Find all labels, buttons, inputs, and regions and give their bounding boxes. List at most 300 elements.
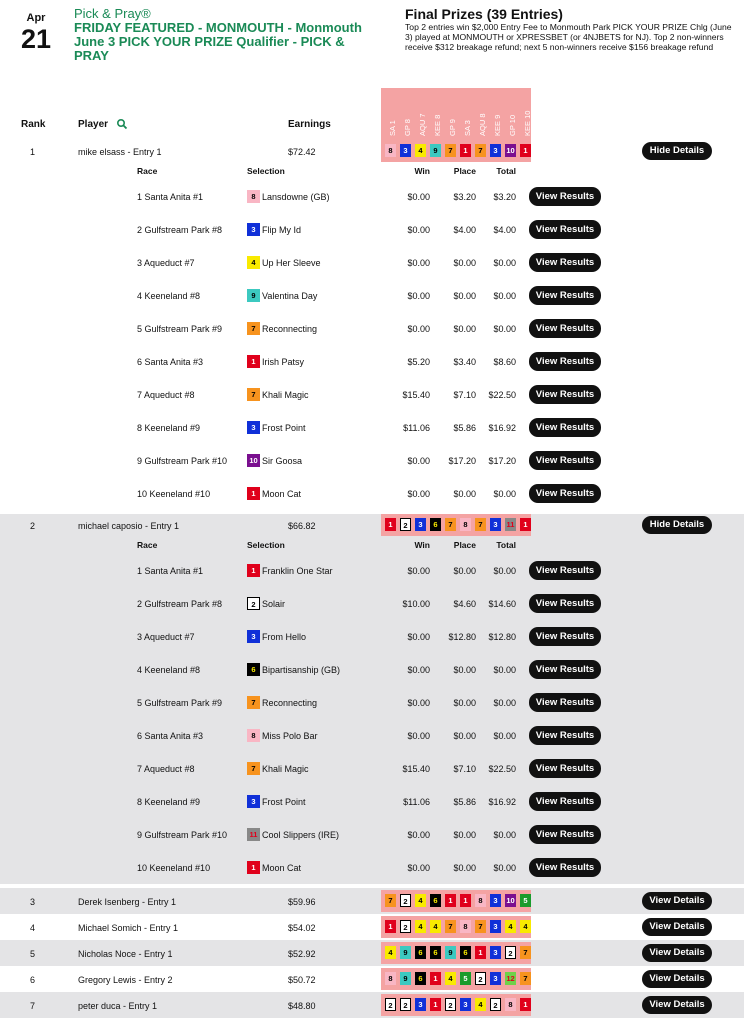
picks-strip	[381, 916, 531, 938]
horse-name: Sir Goosa	[262, 456, 303, 466]
prizes-title: Final Prizes (39 Entries)	[405, 6, 563, 22]
race-name: 7 Aqueduct #8	[137, 390, 195, 400]
pick-chip: 7	[385, 894, 396, 907]
horse-name: Moon Cat	[262, 863, 302, 873]
view-results-button[interactable]: View Results	[529, 319, 601, 338]
total-payout: $0.00	[493, 489, 516, 499]
race-column-label-text: KEE 10	[523, 110, 532, 136]
post-position-chip: 7	[247, 762, 260, 775]
pick-chip: 8	[475, 894, 486, 907]
horse-name: Franklin One Star	[262, 566, 333, 576]
total-payout: $16.92	[488, 797, 516, 807]
pick-chip: 2	[400, 920, 411, 933]
entry-rank: 2	[30, 521, 36, 531]
entry-rank: 4	[30, 923, 36, 933]
entry-rank: 1	[30, 147, 36, 157]
entry-row[interactable]	[0, 888, 744, 914]
win-payout: $0.00	[407, 566, 430, 576]
total-payout: $0.00	[493, 566, 516, 576]
pick-chip: 5	[520, 894, 531, 907]
race-name: 7 Aqueduct #8	[137, 764, 195, 774]
post-position-chip: 4	[247, 256, 260, 269]
horse-name: Frost Point	[262, 423, 306, 433]
total-payout: $0.00	[493, 830, 516, 840]
total-payout: $17.20	[488, 456, 516, 466]
pick-chip: 3	[415, 518, 426, 531]
entry-rank: 3	[30, 897, 36, 907]
pick-chip: 3	[490, 972, 501, 985]
win-payout: $0.00	[407, 192, 430, 202]
race-detail-row	[0, 279, 744, 312]
entry-earnings: $50.72	[288, 975, 316, 985]
horse-name: Miss Polo Bar	[262, 731, 318, 741]
race-column-label-text: SA 3	[463, 120, 472, 136]
view-results-button[interactable]: View Results	[529, 187, 601, 206]
race-detail-row	[0, 719, 744, 752]
pick-chip: 3	[490, 894, 501, 907]
pick-chip: 2	[400, 894, 411, 907]
place-payout: $0.00	[453, 291, 476, 301]
pick-chip: 3	[415, 998, 426, 1011]
win-payout: $5.20	[407, 357, 430, 367]
race-column-label	[518, 92, 533, 136]
total-payout: $14.60	[488, 599, 516, 609]
place-payout: $0.00	[453, 566, 476, 576]
total-payout: $3.20	[493, 192, 516, 202]
race-column-label-text: GP 9	[448, 119, 457, 136]
pick-chip: 5	[460, 972, 471, 985]
place-payout: $5.86	[453, 423, 476, 433]
post-position-chip: 9	[247, 289, 260, 302]
horse-name: Lansdowne (GB)	[262, 192, 330, 202]
race-name: 2 Gulfstream Park #8	[137, 225, 223, 235]
pick-chip: 10	[506, 146, 515, 155]
pick-chip: 8	[460, 518, 471, 531]
race-column-label-text: KEE 8	[433, 114, 442, 136]
total-payout: $0.00	[493, 698, 516, 708]
place-payout: $7.10	[453, 764, 476, 774]
pick-chip: 9	[400, 946, 411, 959]
view-results-button[interactable]: View Results	[529, 418, 601, 437]
pick-chip: 3	[490, 144, 501, 157]
entry-row[interactable]	[0, 514, 744, 536]
view-results-button[interactable]: View Results	[529, 858, 601, 877]
place-payout: $0.00	[453, 830, 476, 840]
total-payout: $0.00	[493, 665, 516, 675]
post-position-chip: 10	[247, 454, 260, 467]
post-position-chip: 1	[247, 861, 260, 874]
race-detail-row	[0, 851, 744, 884]
pick-chip: 7	[445, 920, 456, 933]
place-payout: $4.60	[453, 599, 476, 609]
race-name: 6 Santa Anita #3	[137, 357, 204, 367]
view-results-button[interactable]: View Results	[529, 726, 601, 745]
hide-details-button[interactable]: Hide Details	[642, 142, 712, 160]
pick-chip: 2	[505, 946, 516, 959]
race-detail-row	[0, 345, 744, 378]
picks-strip	[381, 942, 531, 964]
pick-chip: 1	[460, 144, 471, 157]
view-results-button[interactable]: View Results	[529, 484, 601, 503]
view-results-button[interactable]: View Results	[529, 352, 601, 371]
race-name: 9 Gulfstream Park #10	[137, 456, 228, 466]
place-payout: $0.00	[453, 665, 476, 675]
pick-chip: 2	[400, 998, 411, 1011]
race-column-label	[503, 92, 518, 136]
horse-name: Bipartisanship (GB)	[262, 665, 341, 675]
entry-earnings: $72.42	[288, 147, 316, 157]
view-results-button[interactable]: View Results	[529, 627, 601, 646]
place-payout: $0.00	[453, 731, 476, 741]
horse-name: Flip My Id	[262, 225, 302, 235]
pick-chip: 8	[385, 144, 396, 157]
race-detail-row	[0, 554, 744, 587]
entry-player-name: mike elsass - Entry 1	[78, 147, 162, 157]
entry-player-name: Nicholas Noce - Entry 1	[78, 949, 173, 959]
win-payout: $0.00	[407, 731, 430, 741]
race-detail-row	[0, 411, 744, 444]
details-header-win: Win	[414, 166, 430, 176]
race-name: 4 Keeneland #8	[137, 291, 201, 301]
race-name: 9 Gulfstream Park #10	[137, 830, 228, 840]
pick-chip: 2	[490, 998, 501, 1011]
details-header	[0, 536, 744, 554]
entry-row[interactable]	[0, 914, 744, 940]
entry-player-name: peter duca - Entry 1	[78, 1001, 158, 1011]
pick-chip: 4	[430, 920, 441, 933]
details-header-place: Place	[453, 166, 476, 176]
post-position-chip: 3	[247, 630, 260, 643]
player-header: Player	[78, 119, 109, 130]
win-payout: $10.00	[402, 599, 430, 609]
pick-chip: 1	[430, 998, 441, 1011]
total-payout: $8.60	[493, 357, 516, 367]
race-column-label-text: KEE 9	[493, 114, 502, 136]
pick-chip: 9	[445, 946, 456, 959]
pick-chip: 2	[400, 518, 411, 531]
total-payout: $4.00	[493, 225, 516, 235]
view-results-button[interactable]: View Results	[529, 286, 601, 305]
picks-strip	[381, 140, 531, 162]
pick-chip: 7	[475, 518, 486, 531]
post-position-chip: 1	[247, 564, 260, 577]
place-payout: $17.20	[448, 456, 476, 466]
date-day: 21	[20, 24, 52, 54]
pick-chip: 4	[415, 144, 426, 157]
post-position-chip: 1	[247, 487, 260, 500]
pick-chip: 2	[475, 972, 486, 985]
details-header	[0, 162, 744, 180]
horse-name: Solair	[262, 599, 286, 609]
view-results-button[interactable]: View Results	[529, 594, 601, 613]
place-payout: $3.40	[453, 357, 476, 367]
total-payout: $0.00	[493, 258, 516, 268]
total-payout: $0.00	[493, 291, 516, 301]
race-detail-row	[0, 312, 744, 345]
details-header-selection: Selection	[247, 166, 285, 176]
pick-chip: 4	[445, 972, 456, 985]
pick-chip: 1	[385, 920, 396, 933]
entry-rank: 6	[30, 975, 36, 985]
view-results-button[interactable]: View Results	[529, 660, 601, 679]
place-payout: $7.10	[453, 390, 476, 400]
view-details-button[interactable]: View Details	[642, 944, 712, 962]
post-position-chip: 8	[247, 729, 260, 742]
view-results-button[interactable]: View Results	[529, 693, 601, 712]
post-position-chip: 7	[247, 388, 260, 401]
race-name: 10 Keeneland #10	[137, 863, 211, 873]
pick-chip: 6	[430, 946, 441, 959]
rank-header: Rank	[21, 119, 46, 130]
picks-strip	[381, 514, 531, 536]
horse-name: Khali Magic	[262, 390, 309, 400]
details-header-win: Win	[414, 540, 430, 550]
view-results-button[interactable]: View Results	[529, 253, 601, 272]
pick-chip: 4	[520, 920, 531, 933]
race-column-label	[413, 92, 428, 136]
pick-chip: 3	[490, 920, 501, 933]
pick-chip: 2	[385, 998, 396, 1011]
pick-chip: 7	[475, 920, 486, 933]
race-name: 5 Gulfstream Park #9	[137, 324, 223, 334]
contest-header	[0, 0, 744, 80]
pick-chip: 4	[415, 920, 426, 933]
pick-chip: 7	[520, 972, 531, 985]
horse-name: Frost Point	[262, 797, 306, 807]
race-column-label	[443, 92, 458, 136]
win-payout: $0.00	[407, 830, 430, 840]
place-payout: $0.00	[453, 489, 476, 499]
horse-name: Moon Cat	[262, 489, 302, 499]
horse-name: Reconnecting	[262, 324, 318, 334]
entry-player-name: Derek Isenberg - Entry 1	[78, 897, 177, 907]
horse-name: Valentina Day	[262, 291, 318, 301]
race-detail-row	[0, 378, 744, 411]
contest-title: FRIDAY FEATURED - MONMOUTH - Monmouth June 3 PICK YOUR PRIZE Qualifier - PICK & PRAY	[74, 20, 362, 63]
total-payout: $0.00	[493, 863, 516, 873]
total-payout: $0.00	[493, 731, 516, 741]
pick-chip: 9	[430, 144, 441, 157]
view-results-button[interactable]: View Results	[529, 792, 601, 811]
race-column-label	[383, 92, 398, 136]
pick-chip: 3	[400, 144, 411, 157]
total-payout: $22.50	[488, 390, 516, 400]
pick-chip: 4	[385, 946, 396, 959]
picks-strip	[381, 994, 531, 1016]
win-payout: $11.06	[403, 797, 430, 807]
place-payout: $0.00	[453, 698, 476, 708]
pick-chip: 11	[506, 520, 515, 529]
place-payout: $3.20	[453, 192, 476, 202]
horse-name: Irish Patsy	[262, 357, 305, 367]
details-header-race: Race	[137, 166, 158, 176]
pick-chip: 1	[520, 144, 531, 157]
view-results-button[interactable]: View Results	[529, 561, 601, 580]
entry-player-name: Michael Somich - Entry 1	[78, 923, 179, 933]
pick-chip: 8	[460, 920, 471, 933]
place-payout: $0.00	[453, 863, 476, 873]
race-column-label-text: GP 8	[403, 119, 412, 136]
race-name: 6 Santa Anita #3	[137, 731, 204, 741]
horse-name: Reconnecting	[262, 698, 318, 708]
post-position-chip: 1	[247, 355, 260, 368]
pick-chip: 3	[490, 518, 501, 531]
pick-chip: 1	[445, 894, 456, 907]
race-name: 2 Gulfstream Park #8	[137, 599, 223, 609]
race-column-label	[488, 92, 503, 136]
pick-chip: 8	[505, 998, 516, 1011]
pick-chip: 6	[430, 518, 441, 531]
place-payout: $0.00	[453, 324, 476, 334]
details-header-total: Total	[496, 540, 516, 550]
total-payout: $22.50	[488, 764, 516, 774]
total-payout: $0.00	[493, 324, 516, 334]
date-month: Apr	[26, 12, 46, 24]
race-name: 3 Aqueduct #7	[137, 632, 195, 642]
pick-chip: 8	[385, 972, 396, 985]
pick-chip: 7	[445, 518, 456, 531]
pick-chip: 3	[460, 998, 471, 1011]
entry-row[interactable]	[0, 992, 744, 1018]
entry-earnings: $48.80	[288, 1001, 316, 1011]
post-position-chip: 2	[247, 597, 260, 610]
race-column-label	[458, 92, 473, 136]
details-header-total: Total	[496, 166, 516, 176]
race-column-label-text: SA 1	[388, 120, 397, 136]
win-payout: $0.00	[407, 258, 430, 268]
win-payout: $0.00	[407, 225, 430, 235]
win-payout: $0.00	[407, 324, 430, 334]
post-position-chip: 6	[247, 663, 260, 676]
entry-row[interactable]	[0, 966, 744, 992]
details-header-race: Race	[137, 540, 158, 550]
pick-chip: 1	[385, 518, 396, 531]
post-position-chip: 3	[247, 421, 260, 434]
post-position-chip: 3	[247, 223, 260, 236]
view-results-button[interactable]: View Results	[529, 385, 601, 404]
pick-chip: 12	[506, 974, 515, 983]
win-payout: $0.00	[407, 698, 430, 708]
horse-name: From Hello	[262, 632, 307, 642]
race-detail-row	[0, 653, 744, 686]
entry-rank: 5	[30, 949, 36, 959]
picks-strip	[381, 890, 531, 912]
race-detail-row	[0, 785, 744, 818]
pick-chip: 10	[506, 896, 515, 905]
race-column-label-text: GP 10	[508, 114, 517, 136]
race-detail-row	[0, 444, 744, 477]
race-name: 4 Keeneland #8	[137, 665, 201, 675]
entry-rank: 7	[30, 1001, 36, 1011]
race-name: 1 Santa Anita #1	[137, 192, 204, 202]
race-column-label	[398, 92, 413, 136]
total-payout: $12.80	[488, 632, 516, 642]
post-position-chip: 3	[247, 795, 260, 808]
race-detail-row	[0, 587, 744, 620]
race-column-label	[428, 92, 443, 136]
view-results-button[interactable]: View Results	[529, 825, 601, 844]
entry-earnings: $52.92	[288, 949, 316, 959]
picks-strip	[381, 968, 531, 990]
view-details-button[interactable]: View Details	[642, 970, 712, 988]
win-payout: $0.00	[407, 291, 430, 301]
post-position-chip: 8	[247, 190, 260, 203]
search-icon[interactable]	[116, 117, 128, 129]
race-detail-row	[0, 752, 744, 785]
details-header-place: Place	[453, 540, 476, 550]
race-detail-row	[0, 213, 744, 246]
place-payout: $5.86	[453, 797, 476, 807]
earnings-header: Earnings	[288, 119, 331, 130]
pick-chip: 7	[445, 144, 456, 157]
race-columns-header	[381, 88, 531, 140]
view-results-button[interactable]: View Results	[529, 220, 601, 239]
horse-name: Khali Magic	[262, 764, 309, 774]
race-column-label-text: AQU 7	[418, 113, 427, 136]
win-payout: $0.00	[407, 863, 430, 873]
race-detail-row	[0, 686, 744, 719]
pick-chip: 4	[475, 998, 486, 1011]
pick-chip: 6	[415, 946, 426, 959]
leaderboard-header	[0, 88, 744, 140]
entry-row[interactable]	[0, 140, 744, 162]
entry-earnings: $54.02	[288, 923, 316, 933]
race-name: 8 Keeneland #9	[137, 423, 201, 433]
race-column-label-text: AQU 8	[478, 113, 487, 136]
race-name: 3 Aqueduct #7	[137, 258, 195, 268]
entry-row[interactable]	[0, 940, 744, 966]
pick-chip: 3	[490, 946, 501, 959]
pick-chip: 7	[520, 946, 531, 959]
view-details-button[interactable]: View Details	[642, 996, 712, 1014]
pick-chip: 1	[520, 518, 531, 531]
race-detail-row	[0, 477, 744, 510]
win-payout: $11.06	[403, 423, 430, 433]
hide-details-button[interactable]: Hide Details	[642, 516, 712, 534]
race-detail-row	[0, 180, 744, 213]
win-payout: $0.00	[407, 456, 430, 466]
race-name: 10 Keeneland #10	[137, 489, 211, 499]
place-payout: $12.80	[448, 632, 476, 642]
view-details-button[interactable]: View Details	[642, 918, 712, 936]
view-results-button[interactable]: View Results	[529, 759, 601, 778]
race-name: 5 Gulfstream Park #9	[137, 698, 223, 708]
pick-chip: 9	[400, 972, 411, 985]
view-details-button[interactable]: View Details	[642, 892, 712, 910]
pick-chip: 1	[475, 946, 486, 959]
pick-chip: 1	[460, 894, 471, 907]
race-column-label	[473, 92, 488, 136]
contest-type: Pick & Pray®	[74, 6, 151, 21]
pick-chip: 4	[415, 894, 426, 907]
win-payout: $0.00	[407, 489, 430, 499]
pick-chip: 6	[430, 894, 441, 907]
pick-chip: 1	[520, 998, 531, 1011]
place-payout: $0.00	[453, 258, 476, 268]
pick-chip: 7	[475, 144, 486, 157]
prizes-description: Top 2 entries win $2,000 Entry Fee to Monmouth Park PICK YOUR PRIZE Chlg (June 3) played at MONMOUTH or XPRESSBET (or 4NJBETS for NJ). Top 2 non-winners receive $312 breakage refund; next 5 non-winners receive $156 breakage refund	[405, 22, 732, 52]
win-payout: $0.00	[407, 665, 430, 675]
view-results-button[interactable]: View Results	[529, 451, 601, 470]
details-header-selection: Selection	[247, 540, 285, 550]
race-detail-row	[0, 620, 744, 653]
pick-chip: 2	[445, 998, 456, 1011]
win-payout: $15.40	[402, 390, 430, 400]
pick-chip: 6	[460, 946, 471, 959]
total-payout: $16.92	[488, 423, 516, 433]
win-payout: $15.40	[402, 764, 430, 774]
entry-player-name: michael caposio - Entry 1	[78, 521, 180, 531]
